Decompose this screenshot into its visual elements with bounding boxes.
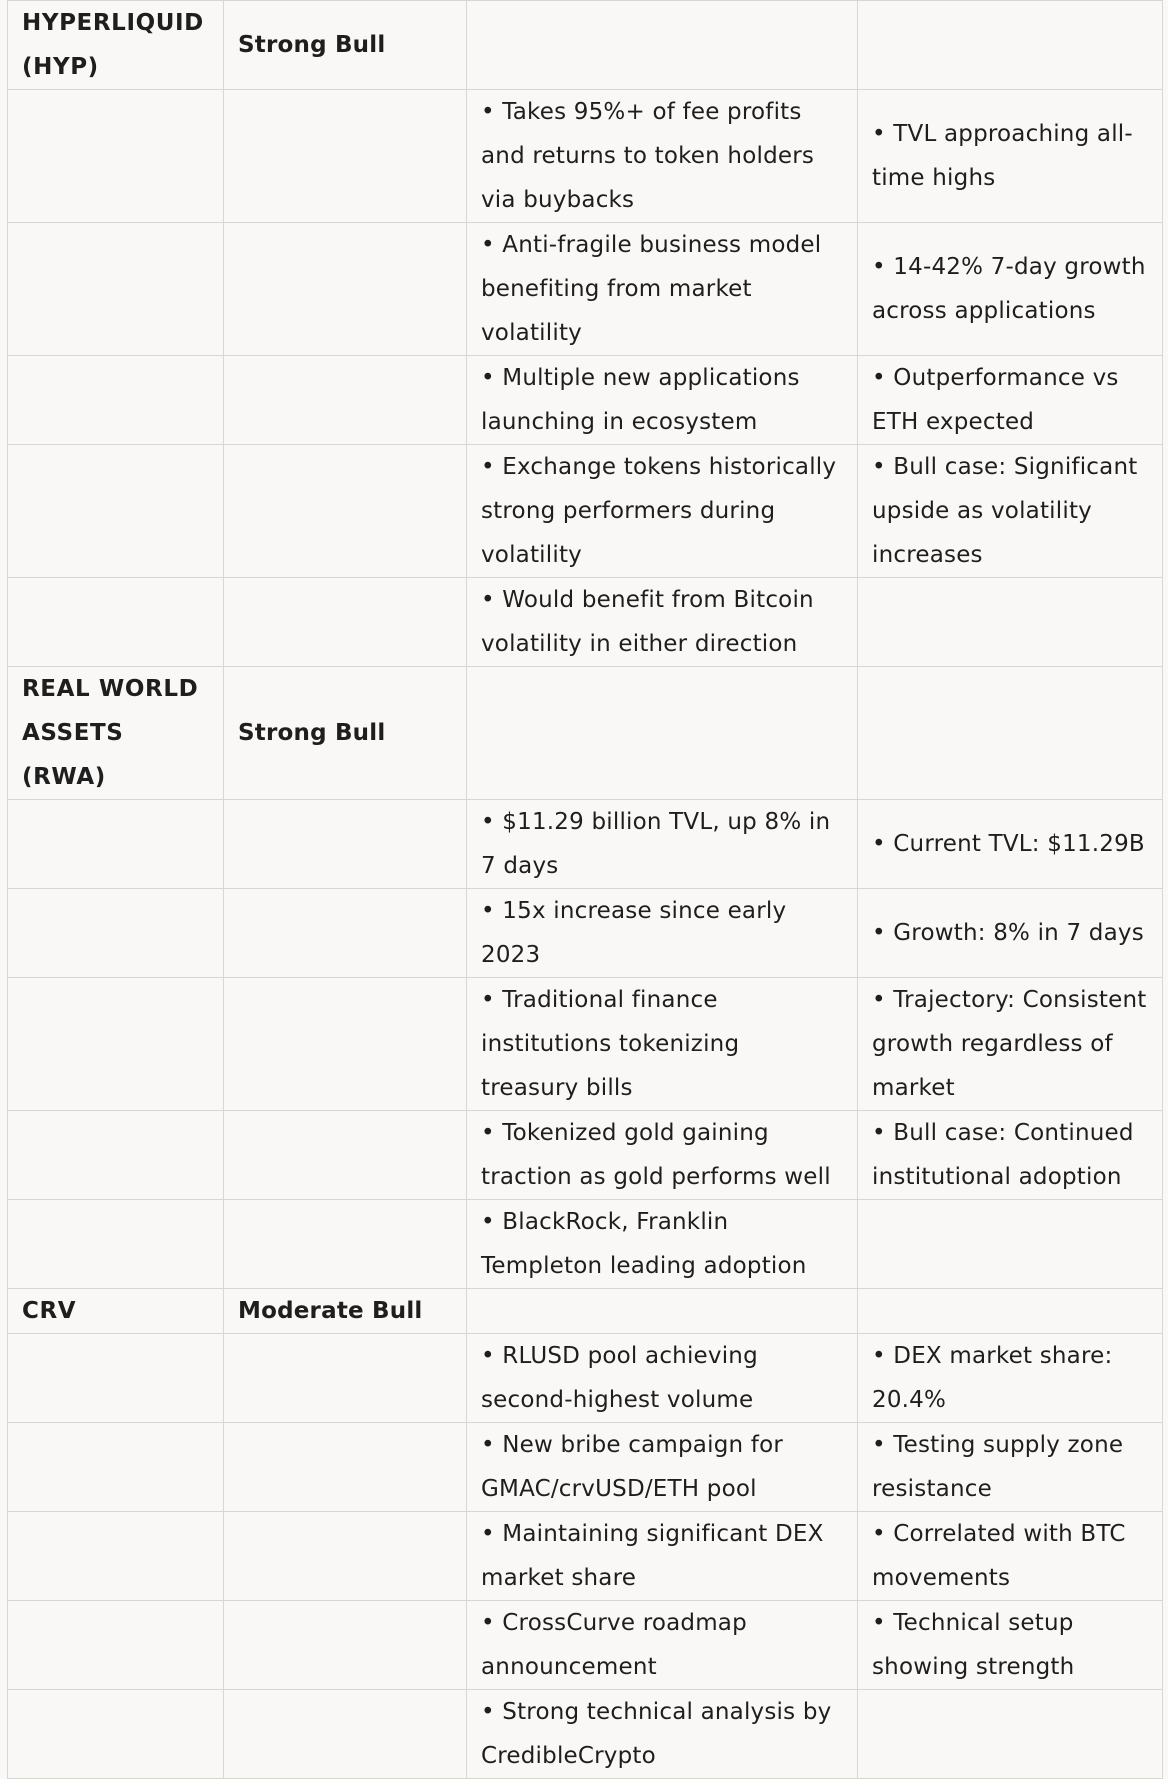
metric-cell: • Bull case: Continued institutional adoption: [858, 1111, 1163, 1200]
empty-cell: [224, 1601, 467, 1690]
empty-cell: [224, 1200, 467, 1289]
metric-cell: • Testing supply zone resistance: [858, 1423, 1163, 1512]
catalyst-cell: • Anti-fragile business model benefiting from market volatility: [467, 223, 858, 356]
rating-cell: Strong Bull: [224, 1, 467, 90]
empty-cell: [224, 1690, 467, 1779]
catalyst-cell: • Exchange tokens historically strong performers during volatility: [467, 445, 858, 578]
empty-cell: [8, 445, 224, 578]
section-header-row: [8, 1289, 1163, 1334]
empty-cell: [858, 1, 1163, 90]
section-header-row: [8, 1, 1163, 90]
empty-cell: [8, 1111, 224, 1200]
empty-cell: [8, 1334, 224, 1423]
empty-cell: [224, 1111, 467, 1200]
catalyst-cell: • CrossCurve roadmap announcement: [467, 1601, 858, 1690]
empty-cell: [8, 1423, 224, 1512]
metric-cell: • 14-42% 7-day growth across applications: [858, 223, 1163, 356]
catalyst-cell: • Tokenized gold gaining traction as gold performs well: [467, 1111, 858, 1200]
catalyst-cell: • 15x increase since early 2023: [467, 889, 858, 978]
metric-cell: • Correlated with BTC movements: [858, 1512, 1163, 1601]
asset-name-cell: REAL WORLD ASSETS (RWA): [8, 667, 224, 800]
section-header-row: [8, 667, 1163, 800]
empty-cell: [8, 889, 224, 978]
catalyst-cell: • Multiple new applications launching in ecosystem: [467, 356, 858, 445]
empty-cell: [858, 667, 1163, 800]
table-row: [8, 223, 1163, 356]
table-row: [8, 445, 1163, 578]
table-row: [8, 1423, 1163, 1512]
empty-cell: [224, 356, 467, 445]
empty-cell: [8, 800, 224, 889]
metric-cell: • TVL approaching all-time highs: [858, 90, 1163, 223]
catalyst-cell: • Would benefit from Bitcoin volatility in either direction: [467, 578, 858, 667]
asset-outlook-table: [7, 0, 1163, 1779]
metric-cell: • Bull case: Significant upside as volatility increases: [858, 445, 1163, 578]
asset-name-cell: HYPERLIQUID (HYP): [8, 1, 224, 90]
empty-cell: [224, 1423, 467, 1512]
table-row: [8, 978, 1163, 1111]
catalyst-cell: • Maintaining significant DEX market share: [467, 1512, 858, 1601]
catalyst-cell: • Traditional finance institutions tokenizing treasury bills: [467, 978, 858, 1111]
empty-cell: [224, 1512, 467, 1601]
empty-cell: [8, 90, 224, 223]
empty-cell: [467, 1, 858, 90]
empty-cell: [467, 1289, 858, 1334]
table-row: [8, 1111, 1163, 1200]
empty-cell: [8, 356, 224, 445]
empty-cell: [467, 667, 858, 800]
metric-cell: • Trajectory: Consistent growth regardless of market: [858, 978, 1163, 1111]
table-row: [8, 1334, 1163, 1423]
empty-cell: [8, 1690, 224, 1779]
table-row: [8, 1200, 1163, 1289]
empty-cell: [224, 578, 467, 667]
table-row: [8, 1601, 1163, 1690]
metric-cell: • Technical setup showing strength: [858, 1601, 1163, 1690]
table-row: [8, 1690, 1163, 1779]
empty-cell: [224, 889, 467, 978]
asset-name-cell: CRV: [8, 1289, 224, 1334]
catalyst-cell: • $11.29 billion TVL, up 8% in 7 days: [467, 800, 858, 889]
metric-cell: [858, 1200, 1163, 1289]
metric-cell: [858, 578, 1163, 667]
metric-cell: • DEX market share: 20.4%: [858, 1334, 1163, 1423]
table-row: [8, 90, 1163, 223]
empty-cell: [8, 223, 224, 356]
catalyst-cell: • Strong technical analysis by CredibleCrypto: [467, 1690, 858, 1779]
table-row: [8, 1512, 1163, 1601]
empty-cell: [224, 800, 467, 889]
empty-cell: [8, 1601, 224, 1690]
catalyst-cell: • RLUSD pool achieving second-highest volume: [467, 1334, 858, 1423]
empty-cell: [224, 978, 467, 1111]
empty-cell: [224, 445, 467, 578]
empty-cell: [8, 1512, 224, 1601]
metric-cell: • Outperformance vs ETH expected: [858, 356, 1163, 445]
rating-cell: Strong Bull: [224, 667, 467, 800]
metric-cell: • Growth: 8% in 7 days: [858, 889, 1163, 978]
empty-cell: [224, 90, 467, 223]
catalyst-cell: • Takes 95%+ of fee profits and returns to token holders via buybacks: [467, 90, 858, 223]
table-row: [8, 578, 1163, 667]
table-container: [7, 0, 1162, 1779]
empty-cell: [224, 223, 467, 356]
empty-cell: [224, 1334, 467, 1423]
catalyst-cell: • New bribe campaign for GMAC/crvUSD/ETH pool: [467, 1423, 858, 1512]
metric-cell: • Current TVL: $11.29B: [858, 800, 1163, 889]
table-row: [8, 800, 1163, 889]
table-row: [8, 356, 1163, 445]
empty-cell: [8, 978, 224, 1111]
rating-cell: Moderate Bull: [224, 1289, 467, 1334]
catalyst-cell: • BlackRock, Franklin Templeton leading adoption: [467, 1200, 858, 1289]
empty-cell: [858, 1289, 1163, 1334]
empty-cell: [8, 578, 224, 667]
metric-cell: [858, 1690, 1163, 1779]
table-row: [8, 889, 1163, 978]
empty-cell: [8, 1200, 224, 1289]
